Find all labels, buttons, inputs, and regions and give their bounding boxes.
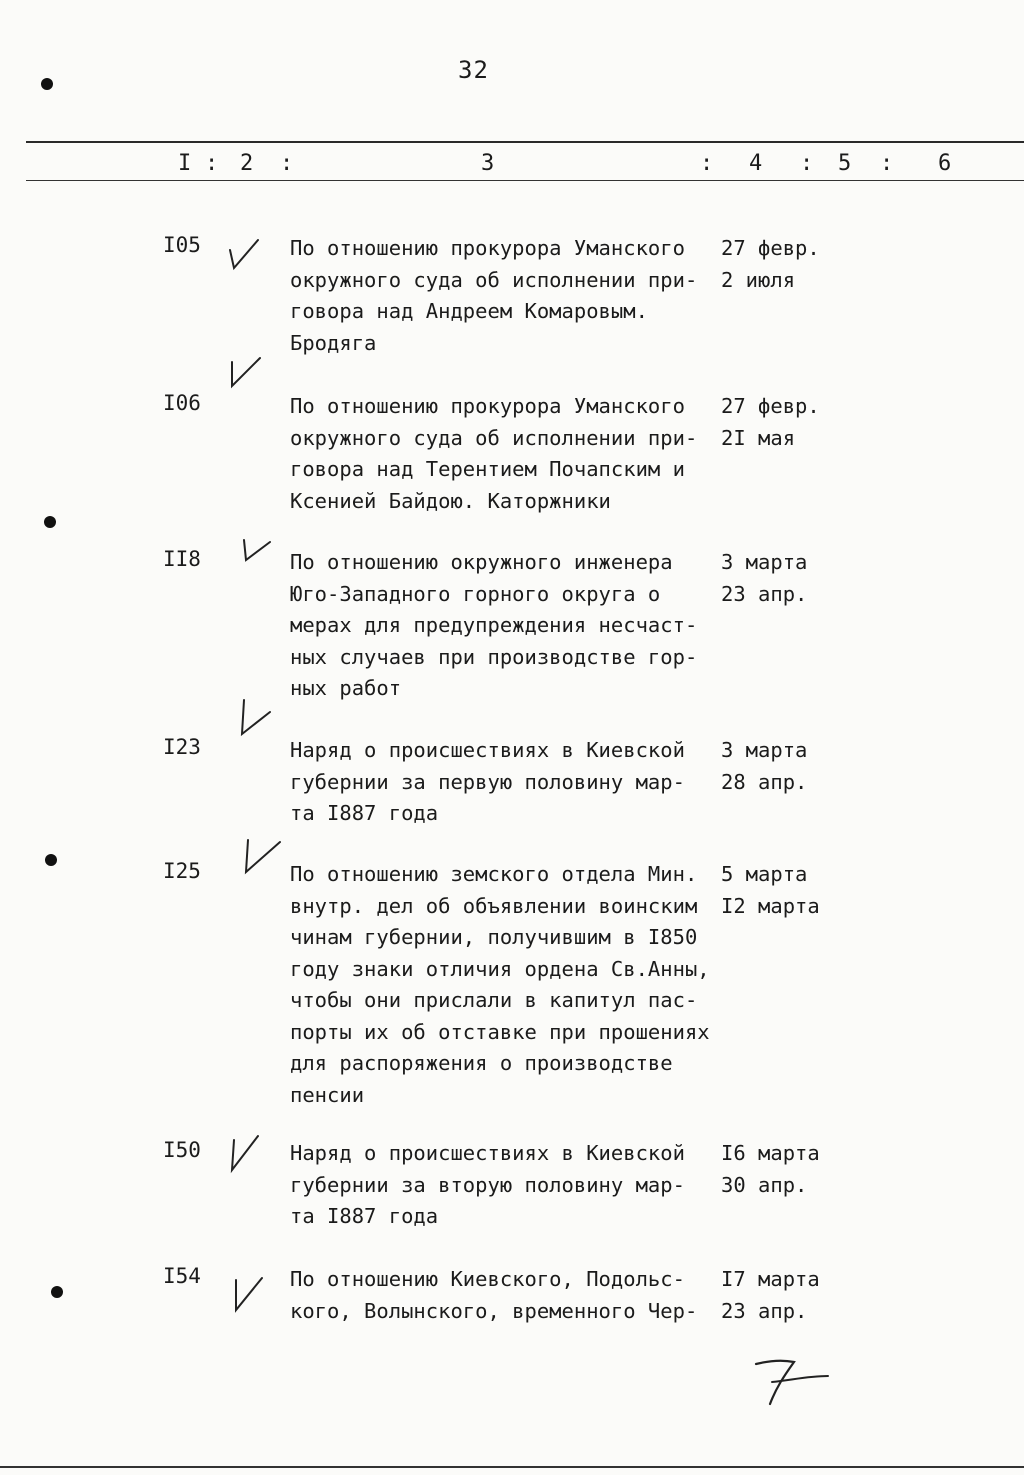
page-bottom-rule xyxy=(0,1466,1024,1468)
description-line: говора над Терентием Почапским и xyxy=(290,457,685,481)
handwritten-check-icon xyxy=(226,236,266,276)
entry-description xyxy=(290,1138,720,1233)
handwritten-check-icon xyxy=(238,536,278,576)
end-date: 2 июля xyxy=(721,267,796,292)
description-line: внутр. дел об объявлении воинским xyxy=(290,893,698,918)
description-line: году знаки отличия ордена Св.Анны, xyxy=(290,956,710,981)
column-header-3: 3 xyxy=(481,151,495,176)
entry-description xyxy=(290,735,720,830)
description-line: окружного суда об исполнении при- xyxy=(290,425,698,450)
end-date: 23 апр. xyxy=(721,1298,808,1323)
entry-number: II8 xyxy=(163,547,201,571)
description-line: чинам губернии, получившим в I850 xyxy=(290,925,698,949)
entry-description xyxy=(290,859,720,1111)
description-line: порты их об отставке при прошениях xyxy=(290,1019,710,1044)
description-line: Бродяга xyxy=(290,330,377,355)
start-date: 3 марта xyxy=(721,738,808,762)
header-top-rule xyxy=(26,141,1024,143)
description-line: кого, Волынского, временного Чер- xyxy=(290,1298,698,1323)
header-bottom-rule xyxy=(26,180,1024,181)
binder-hole xyxy=(41,78,53,90)
handwritten-seven-icon xyxy=(748,1356,832,1408)
start-date: 27 февр. xyxy=(721,394,820,418)
entry-description xyxy=(290,233,720,359)
column-header-4: 4 xyxy=(749,151,763,176)
binder-hole xyxy=(44,516,56,528)
column-separator: : xyxy=(700,151,714,176)
description-line: губернии за вторую половину мар- xyxy=(290,1172,685,1197)
description-line: говора над Андреем Комаровым. xyxy=(290,299,648,323)
description-line: окружного суда об исполнении при- xyxy=(290,267,698,292)
start-date: 27 февр. xyxy=(721,236,820,260)
end-date: 28 апр. xyxy=(721,769,808,794)
page-number: 32 xyxy=(458,56,489,84)
description-line: Ксенией Байдою. Каторжники xyxy=(290,488,611,513)
entry-number: I06 xyxy=(163,391,201,415)
description-line: По отношению окружного инженера xyxy=(290,550,673,574)
description-line: для распоряжения о производстве xyxy=(290,1051,673,1075)
entry-dates xyxy=(721,859,831,922)
entry-description xyxy=(290,547,720,705)
start-date: 5 марта xyxy=(721,862,808,886)
description-line: мерах для предупреждения несчаст- xyxy=(290,613,698,637)
description-line: По отношению прокурора Уманского xyxy=(290,394,685,418)
binder-hole xyxy=(51,1286,63,1298)
description-line: пенсии xyxy=(290,1082,365,1107)
entry-number: I05 xyxy=(163,233,201,257)
description-line: губернии за первую половину мар- xyxy=(290,769,685,794)
entry-dates xyxy=(721,547,831,610)
column-separator: : xyxy=(880,151,894,176)
handwritten-check-icon xyxy=(228,1272,268,1312)
end-date: 30 апр. xyxy=(721,1172,808,1197)
description-line: чтобы они прислали в капитул пас- xyxy=(290,988,698,1012)
handwritten-check-icon xyxy=(240,836,280,876)
column-header-6: 6 xyxy=(938,151,952,176)
entry-description xyxy=(290,391,720,517)
entry-dates xyxy=(721,233,831,296)
entry-number: I23 xyxy=(163,735,201,759)
end-date: 23 апр. xyxy=(721,581,808,606)
column-separator: : xyxy=(800,151,814,176)
description-line: Наряд о происшествиях в Киевской xyxy=(290,1141,685,1165)
description-line: ных случаев при производстве гор- xyxy=(290,644,698,669)
end-date: I2 марта xyxy=(721,893,820,918)
column-header-1: I xyxy=(178,151,192,176)
handwritten-check-icon xyxy=(224,1132,264,1172)
end-date: 2I мая xyxy=(721,425,796,450)
entry-description xyxy=(290,1264,720,1327)
column-header-2: 2 xyxy=(240,151,254,176)
entry-dates xyxy=(721,1138,831,1201)
description-line: По отношению Киевского, Подольс- xyxy=(290,1267,685,1291)
description-line: По отношению прокурора Уманского xyxy=(290,236,685,260)
description-line: та I887 года xyxy=(290,801,439,825)
handwritten-check-icon xyxy=(236,696,276,736)
description-line: Юго-Западного горного округа о xyxy=(290,581,661,606)
start-date: I7 марта xyxy=(721,1267,820,1291)
start-date: 3 марта xyxy=(721,550,808,574)
entry-number: I25 xyxy=(163,859,201,883)
description-line: Наряд о происшествиях в Киевской xyxy=(290,738,685,762)
column-separator: : xyxy=(280,151,294,176)
entry-number: I54 xyxy=(163,1264,201,1288)
column-separator: : xyxy=(205,151,219,176)
entry-number: I50 xyxy=(163,1138,201,1162)
entry-dates xyxy=(721,1264,831,1327)
description-line: та I887 года xyxy=(290,1204,439,1228)
handwritten-check-icon xyxy=(226,352,266,392)
column-header-5: 5 xyxy=(838,151,852,176)
entry-dates xyxy=(721,391,831,454)
handwritten-numeral xyxy=(748,1356,832,1408)
description-line: ных работ xyxy=(290,676,402,700)
description-line: По отношению земского отдела Мин. xyxy=(290,862,698,886)
entry-dates xyxy=(721,735,831,798)
binder-hole xyxy=(45,854,57,866)
start-date: I6 марта xyxy=(721,1141,820,1165)
